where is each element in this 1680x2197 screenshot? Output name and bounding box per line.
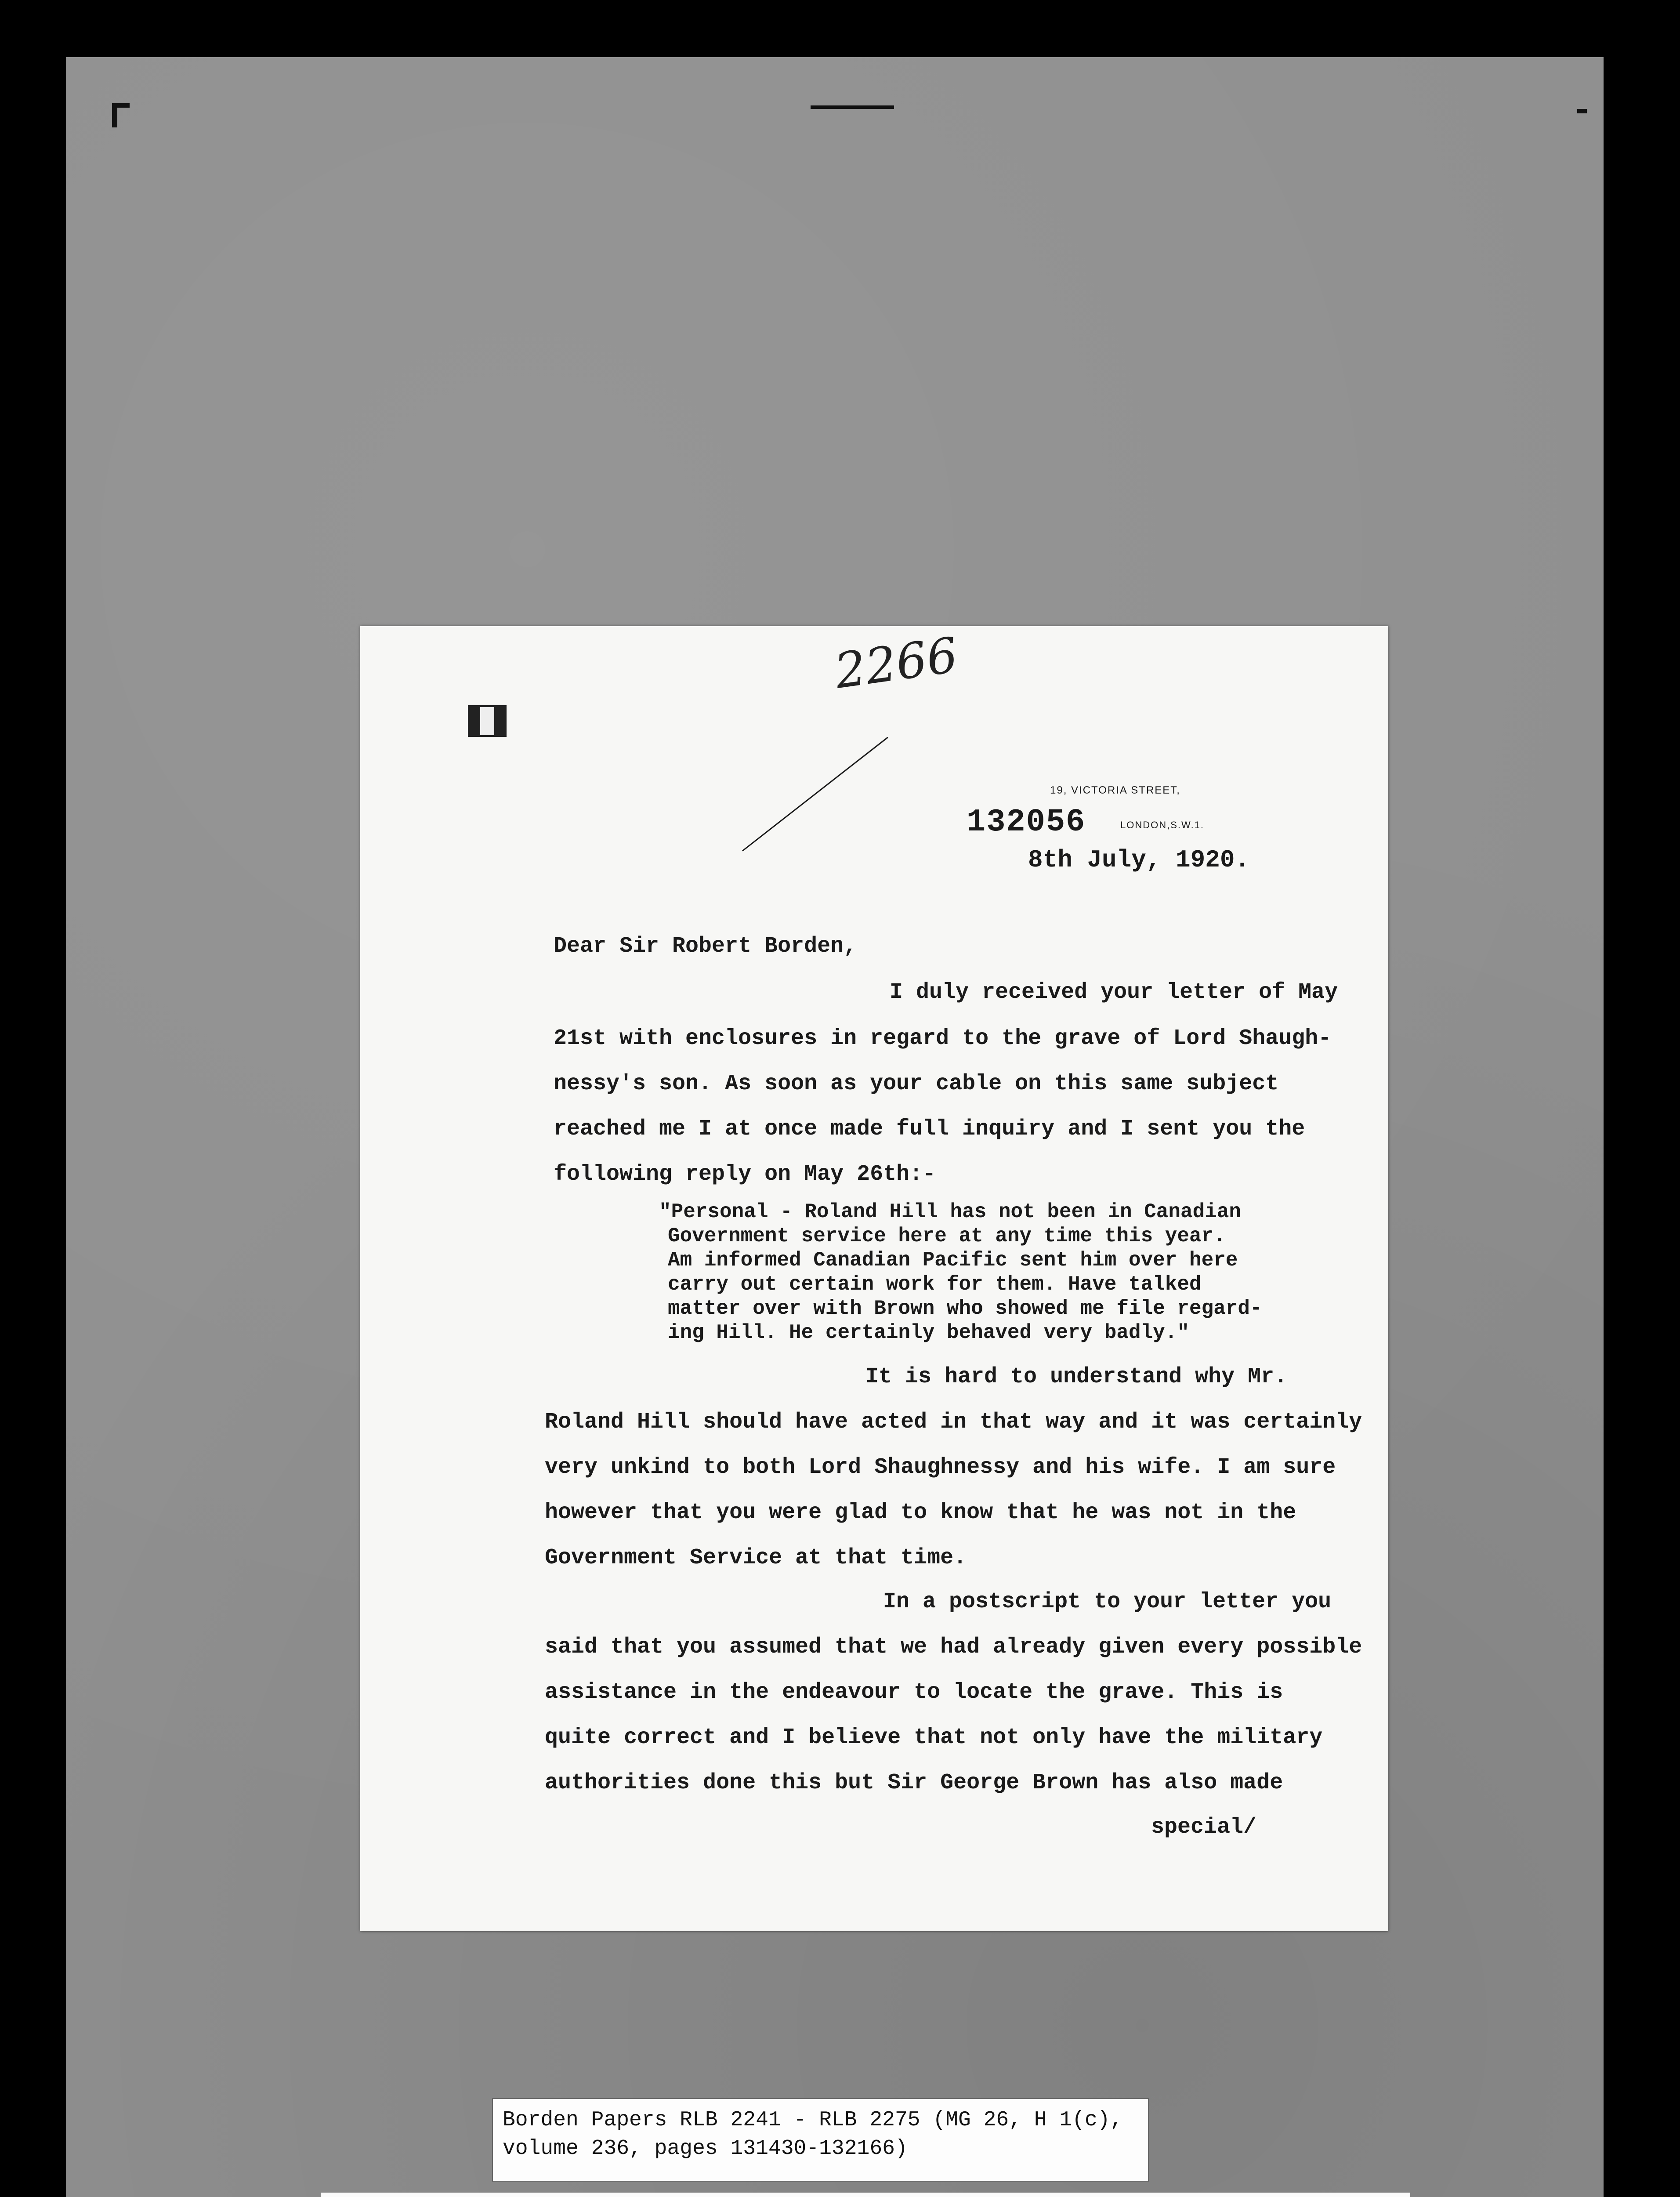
reference-line: volume 236, pages 131430-132166) bbox=[503, 2136, 908, 2161]
film-top-mark bbox=[811, 105, 894, 109]
flag-icon bbox=[468, 705, 507, 737]
paragraph-line: quite correct and I believe that not only have the military bbox=[545, 1725, 1323, 1750]
paragraph-line: reached me I at once made full inquiry and I sent you the bbox=[554, 1117, 1305, 1142]
handwritten-number: 2266 bbox=[831, 627, 961, 700]
paragraph-line: In a postscript to your letter you bbox=[883, 1589, 1332, 1614]
letterhead-street: 19, VICTORIA STREET, bbox=[1050, 784, 1180, 796]
pen-slash-mark bbox=[742, 737, 888, 852]
paragraph-line: very unkind to both Lord Shaughnessy and his wife. I am sure bbox=[545, 1455, 1336, 1480]
paragraph-line: 21st with enclosures in regard to the grave of Lord Shaugh- bbox=[554, 1026, 1332, 1051]
letter-date: 8th July, 1920. bbox=[1028, 846, 1250, 874]
paragraph-line: Government Service at that time. bbox=[545, 1545, 967, 1570]
quote-line: ing Hill. He certainly behaved very badly." bbox=[668, 1321, 1189, 1344]
continuation-word: special/ bbox=[1151, 1815, 1257, 1840]
quote-line: Am informed Canadian Pacific sent him over here bbox=[668, 1249, 1238, 1272]
reference-line: Borden Papers RLB 2241 - RLB 2275 (MG 26, H 1(c), bbox=[503, 2108, 1123, 2132]
paragraph-line: said that you assumed that we had already given every possible bbox=[545, 1635, 1362, 1660]
archives-card bbox=[321, 2193, 1410, 2197]
paragraph-line: however that you were glad to know that he was not in the bbox=[545, 1500, 1296, 1525]
paragraph-line: Roland Hill should have acted in that way and it was certainly bbox=[545, 1410, 1362, 1435]
film-corner-mark bbox=[1577, 109, 1587, 113]
quote-line: Government service here at any time this year. bbox=[668, 1225, 1226, 1247]
paragraph-line: assistance in the endeavour to locate the grave. This is bbox=[545, 1680, 1283, 1705]
quote-line: carry out certain work for them. Have talked bbox=[668, 1273, 1202, 1296]
letterhead-city: LONDON,S.W.1. bbox=[1120, 819, 1205, 830]
paragraph-line: nessy's son. As soon as your cable on this same subject bbox=[554, 1071, 1279, 1096]
salutation: Dear Sir Robert Borden, bbox=[554, 934, 857, 959]
quote-line: "Personal - Roland Hill has not been in Canadian bbox=[659, 1200, 1242, 1223]
film-corner-mark bbox=[112, 103, 130, 108]
paragraph-line: following reply on May 26th:- bbox=[554, 1162, 936, 1187]
paragraph-line: It is hard to understand why Mr. bbox=[865, 1364, 1288, 1389]
quote-line: matter over with Brown who showed me file regard- bbox=[668, 1297, 1262, 1320]
paragraph-line: I duly received your letter of May bbox=[890, 980, 1338, 1005]
document-number: 132056 bbox=[967, 804, 1086, 840]
reference-tag bbox=[492, 2098, 1149, 2182]
paragraph-line: authorities done this but Sir George Brown has also made bbox=[545, 1770, 1283, 1795]
letter-page bbox=[360, 626, 1388, 1931]
